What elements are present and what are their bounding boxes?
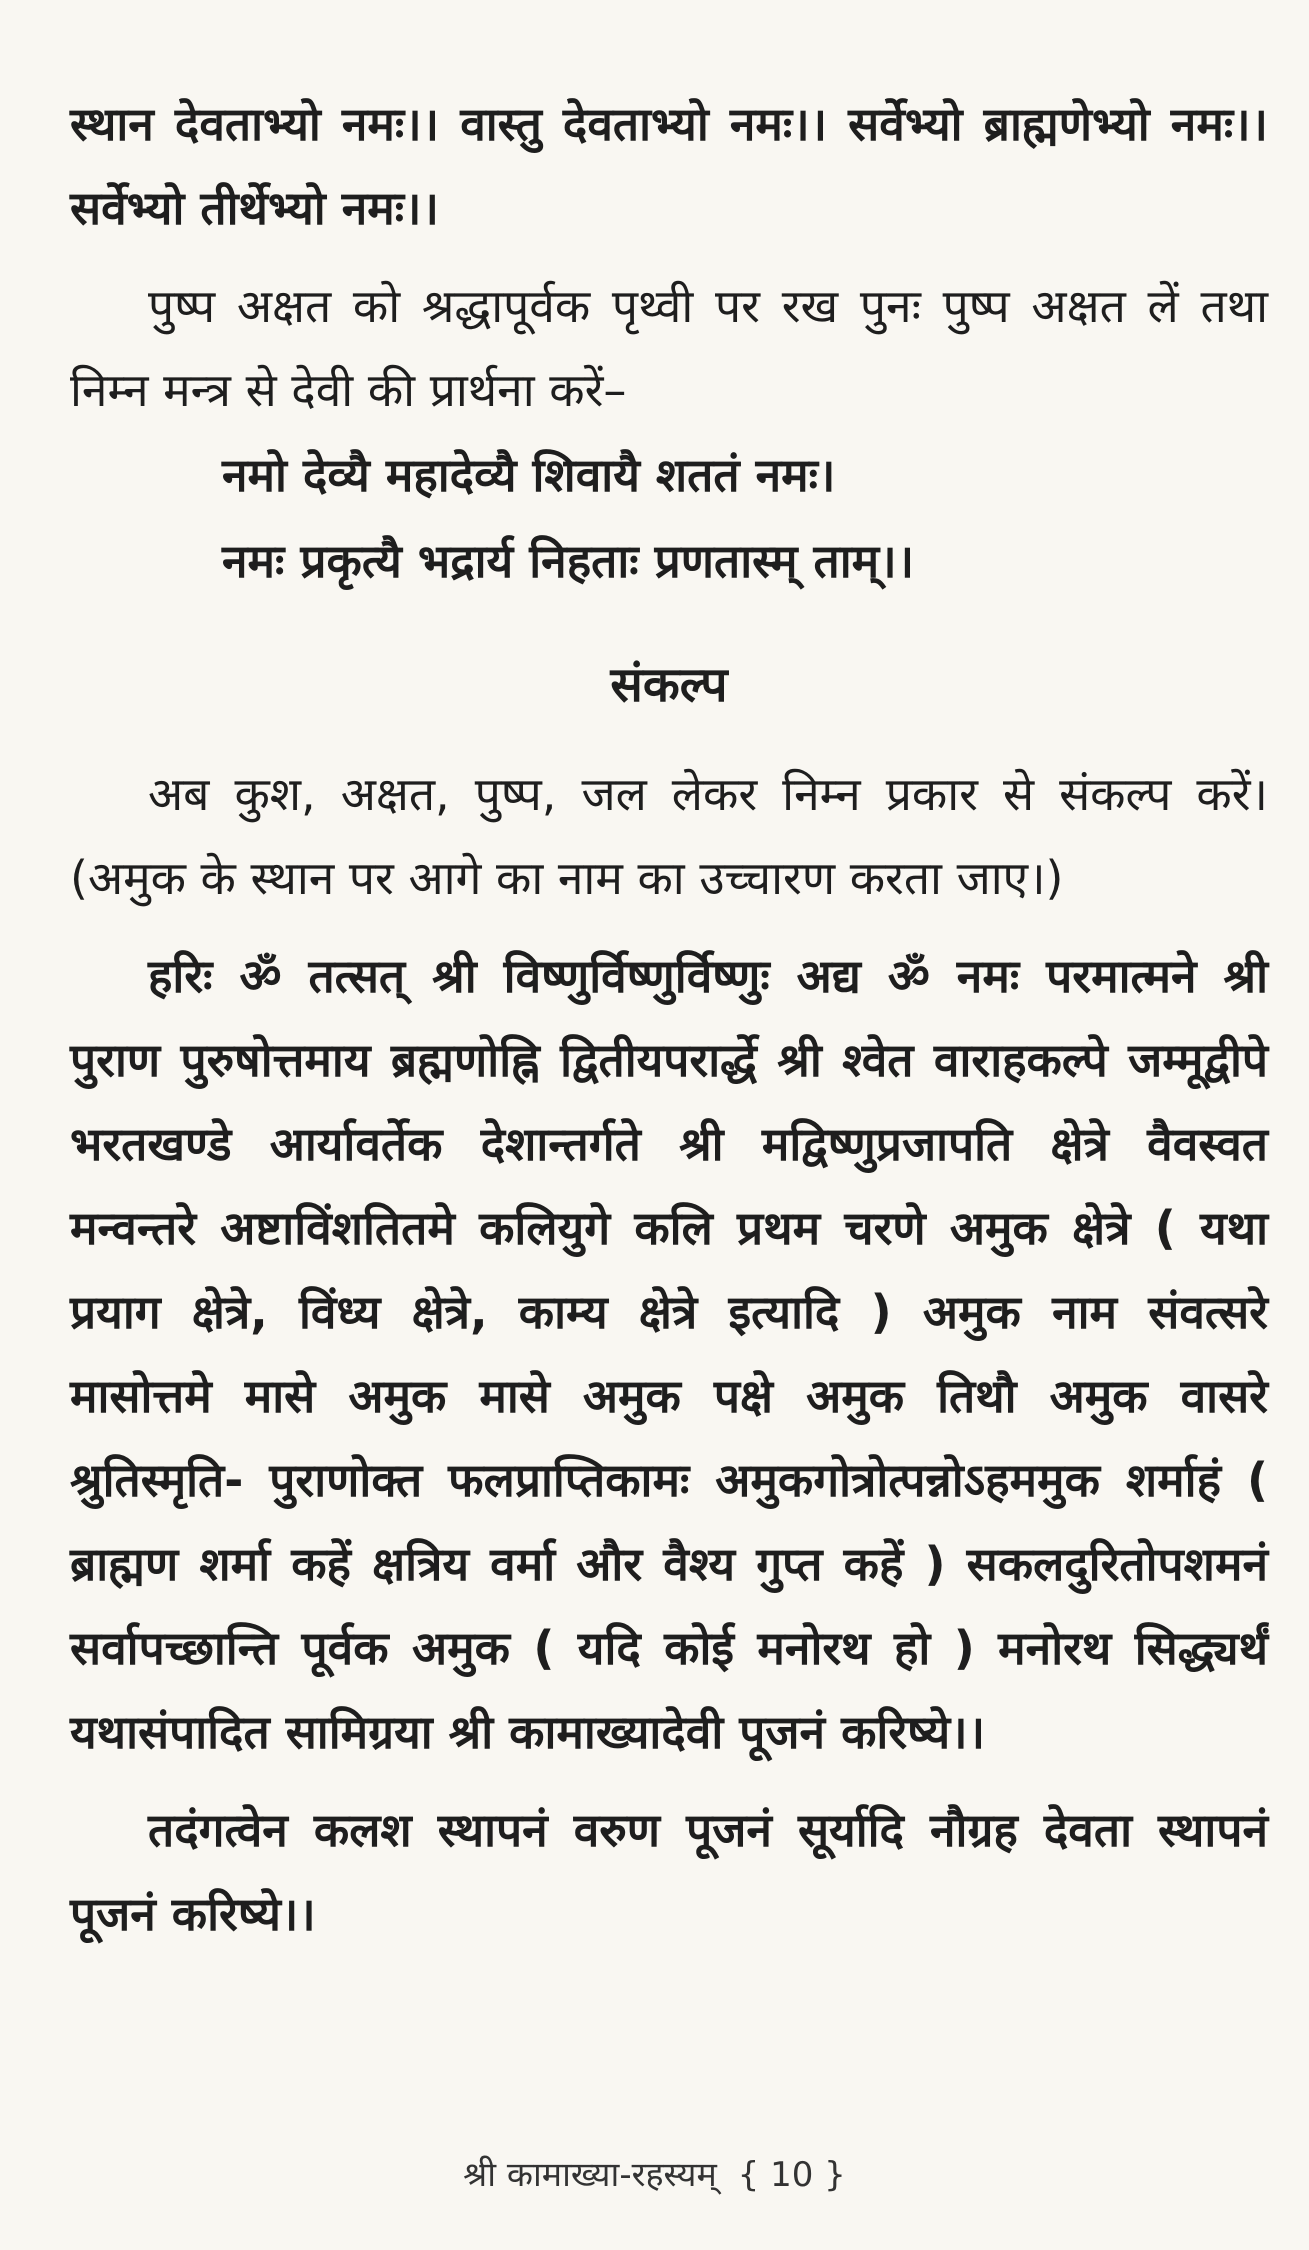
page-footer	[0, 2150, 1309, 2196]
salutation-paragraph: स्थान देवताभ्यो नमः।। वास्तु देवताभ्यो नमः।। सर्वेभ्यो ब्राह्मणेभ्यो नमः।। सर्वेभ्यो तीर्थेभ्यो नमः।।	[70, 97, 1268, 235]
page-number: { 10 }	[737, 2155, 846, 2195]
instruction-paragraph: पुष्प अक्षत को श्रद्धापूर्वक पृथ्वी पर रख पुनः पुष्प अक्षत लें तथा निम्न मन्त्र से देवी की प्रार्थना करें–	[70, 279, 1268, 417]
section-heading: संकल्प	[610, 657, 728, 713]
sankalp-instruction-paragraph: अब कुश, अक्षत, पुष्प, जल लेकर निम्न प्रकार से संकल्प करें। (अमुक के स्थान पर आगे का नाम का उच्चारण करता जाए।)	[70, 767, 1268, 905]
page-content	[70, 82, 1268, 1956]
closing-paragraph: तदंगत्वेन कलश स्थापनं वरुण पूजनं सूर्यादि नौग्रह देवता स्थापनं पूजनं करिष्ये।।	[70, 1803, 1268, 1941]
book-title: श्री कामाख्या-रहस्यम्	[463, 2155, 717, 2195]
prayer-mantra-line-2: नमः प्रकृत्यै भद्रार्य निहताः प्रणतास्म् ताम्।।	[222, 534, 915, 588]
sankalp-mantra-paragraph: हरिः ॐ तत्सत् श्री विष्णुर्विष्णुर्विष्णुः अद्य ॐ नमः परमात्मने श्री पुराण पुरुषोत्तमाय ब्रह्मणोह्नि द्वितीयपरार्द्धे श्री श्वेत वाराहकल्पे जम्मूद्वीपे भरतखण्डे आर्यावर्तेक देशान्तर्गते श्री मद्विष्णुप्रजापति क्षेत्रे वैवस्वत मन्वन्तरे अष्टाविंशतितमे कलियुगे कलि प्रथम चरणे अमुक क्षेत्रे ( यथा प्रयाग क्षेत्रे, विंध्य क्षेत्रे, काम्य क्षेत्रे इत्यादि ) अमुक नाम संवत्सरे मासोत्तमे मासे अमुक मासे अमुक पक्षे अमुक तिथौ अमुक वासरे श्रुतिस्मृति- पुराणोक्त फलप्राप्तिकामः अमुकगोत्रोत्पन्नोऽहममुक शर्माहं ( ब्राह्मण शर्मा कहें क्षत्रिय वर्मा और वैश्य गुप्त कहें ) सकलदुरितोपशमनं सर्वापच्छान्ति पूर्वक अमुक ( यदि कोई मनोरथ हो ) मनोरथ सिद्ध्यर्थं यथासंपादित सामिग्रया श्री कामाख्यादेवी पूजनं करिष्ये।।	[70, 949, 1268, 1759]
prayer-mantra-line-1: नमो देव्यै महादेव्यै शिवायै शततं नमः।	[222, 448, 836, 502]
